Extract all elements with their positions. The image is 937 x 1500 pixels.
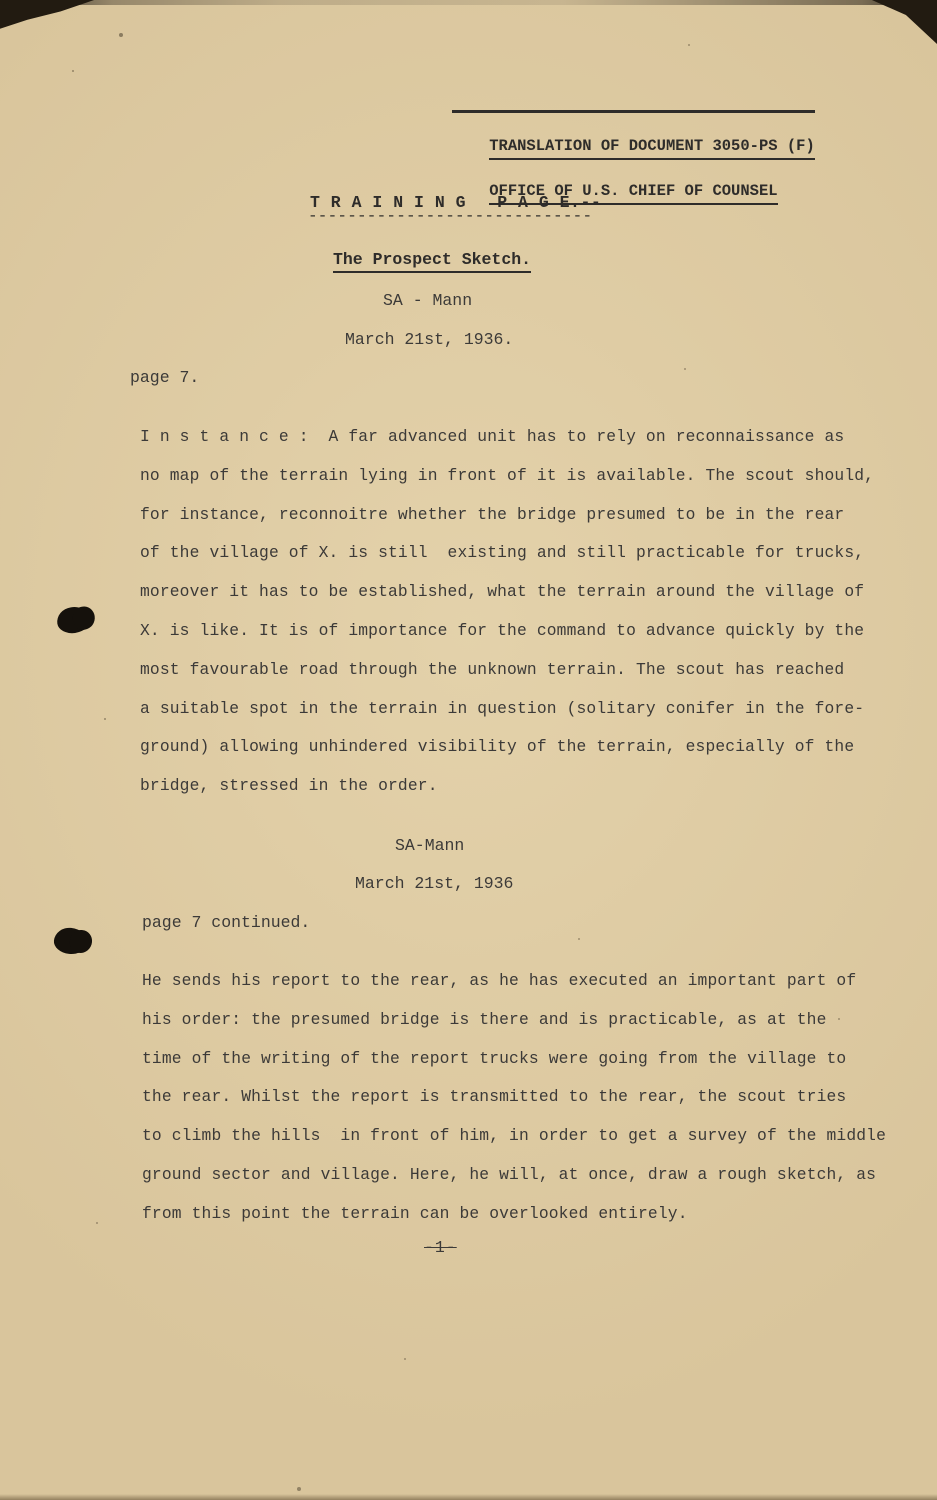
typed-line: I n s t a n c e : A far advanced unit has to rely on reconnaissance as	[140, 427, 845, 446]
typed-line: a suitable spot in the terrain in question (solitary conifer in the fore-	[140, 698, 865, 718]
typed-line: no map of the terrain lying in front of it is available. The scout should,	[140, 465, 875, 485]
typed-line: time of the writing of the report trucks were going from the village to	[142, 1048, 847, 1068]
typed-line: most favourable road through the unknown terrain. The scout has reached	[140, 659, 845, 679]
typed-line: the rear. Whilst the report is transmitted to the rear, the scout tries	[142, 1087, 847, 1107]
ink-blot-left-upper	[55, 605, 92, 635]
page-label-continued: page 7 continued.	[142, 913, 311, 932]
scan-edge-bottom	[0, 1494, 937, 1500]
typed-line: his order: the presumed bridge is there and is practicable, as at the	[142, 1009, 827, 1029]
typed-line: He sends his report to the rear, as he has executed an important part of	[142, 971, 857, 990]
typed-line: ground) allowing unhindered visibility of the terrain, especially of the	[140, 737, 855, 757]
paragraph-report	[142, 962, 886, 1234]
footer-page-number: -1-	[424, 1238, 457, 1257]
typed-line: ground sector and village. Here, he will, at once, draw a rough sketch, as	[142, 1164, 877, 1184]
date-line: March 21st, 1936.	[345, 330, 514, 349]
ink-blot-left-lower	[53, 926, 90, 955]
date-line-continued: March 21st, 1936	[355, 874, 514, 893]
typed-line: bridge, stressed in the order.	[140, 776, 438, 796]
typed-line: of the village of X. is still existing and still practicable for trucks,	[140, 543, 865, 563]
typed-line: to climb the hills in front of him, in order to get a survey of the middle	[142, 1126, 887, 1146]
paragraph-instance	[140, 418, 874, 806]
scan-edge-top	[0, 0, 937, 5]
typed-line: X. is like. It is of importance for the command to advance quickly by the	[140, 620, 865, 640]
document-subtitle: The Prospect Sketch.	[333, 250, 531, 273]
typed-line: moreover it has to be established, what the terrain around the village of	[140, 582, 865, 602]
page-label: page 7.	[130, 368, 200, 387]
title-underline-dashes: -----------------------------	[308, 207, 593, 225]
paper-specks	[0, 0, 2, 2]
author-line-continued: SA-Mann	[395, 836, 465, 855]
author-line: SA - Mann	[383, 291, 473, 310]
page-title: T R A I N I N G P A G E.--	[310, 193, 602, 212]
scan-corner-mark-top-right	[863, 0, 937, 44]
header-line-2: OFFICE OF U.S. CHIEF OF COUNSEL	[489, 181, 777, 205]
typed-line: for instance, reconnoitre whether the bridge presumed to be in the rear	[140, 504, 845, 524]
typed-line: from this point the terrain can be overlooked entirely.	[142, 1203, 688, 1223]
header-line-1: TRANSLATION OF DOCUMENT 3050-PS (F)	[489, 136, 815, 160]
